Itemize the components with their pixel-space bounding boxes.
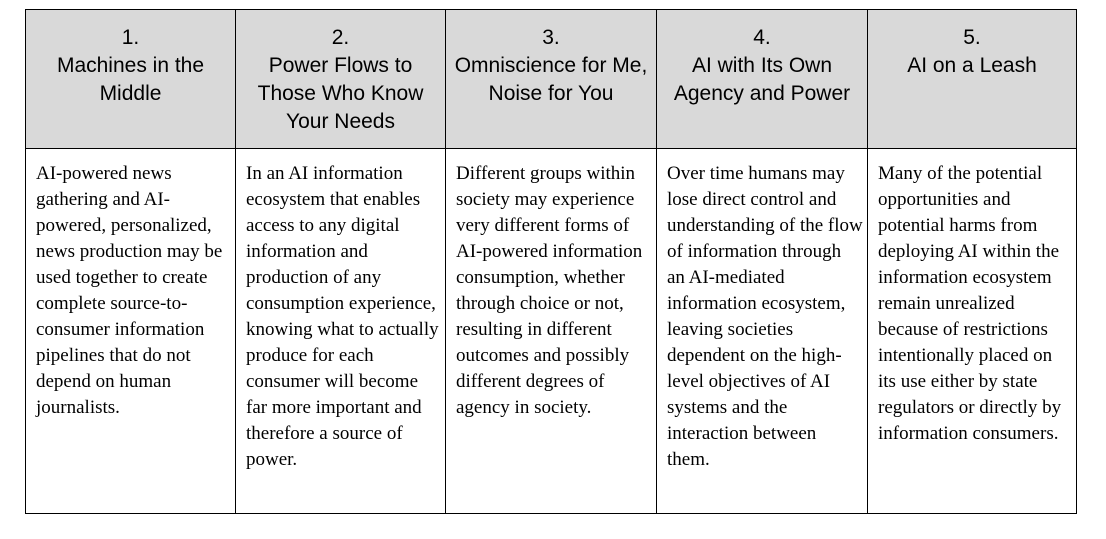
body-cell-1: AI-powered news gathering and AI-powered, personalized, news production may be used together to create complete source-to-consumer information pipelines that do not depend on human journalists. [26,149,236,513]
scenario-number: 3. [542,26,560,49]
header-cell-5 [868,10,1076,149]
scenario-title: Omniscience for Me, Noise for You [454,54,648,105]
scenario-number: 1. [121,26,140,49]
header-cell-2 [236,10,446,149]
scenario-title: AI on a Leash [907,54,1037,77]
scenario-number: 5. [963,26,981,49]
body-cell-2: In an AI information ecosystem that enables access to any digital information and production of any consumption experience, knowing what to actually produce for each consumer will become far more important and therefore a source of power. [236,149,446,513]
header-cell-1 [26,10,236,149]
scenario-title: Power Flows to Those Who Know Your Needs [257,54,424,133]
body-cell-4: Over time humans may lose direct control and understanding of the flow of information through an AI-mediated information ecosystem, leaving societies dependent on the high-level objectives of AI systems and the interaction between them. [657,149,868,513]
body-cell-3: Different groups within society may experience very different forms of AI-powered information consumption, whether through choice or not, resulting in different outcomes and possibly different degrees of agency in society. [446,149,657,513]
scenarios-table [25,9,1077,514]
scenario-title: AI with Its Own Agency and Power [673,54,851,105]
scenario-number: 4. [753,26,771,49]
body-cell-5: Many of the potential opportunities and potential harms from deploying AI within the information ecosystem remain unrealized because of restrictions intentionally placed on its use either by state regulators or directly by information consumers. [878,163,1062,444]
scenario-title: Machines in the Middle [56,54,205,105]
scenario-number: 2. [331,26,350,49]
header-cell-4 [657,10,868,149]
header-cell-3 [446,10,657,149]
